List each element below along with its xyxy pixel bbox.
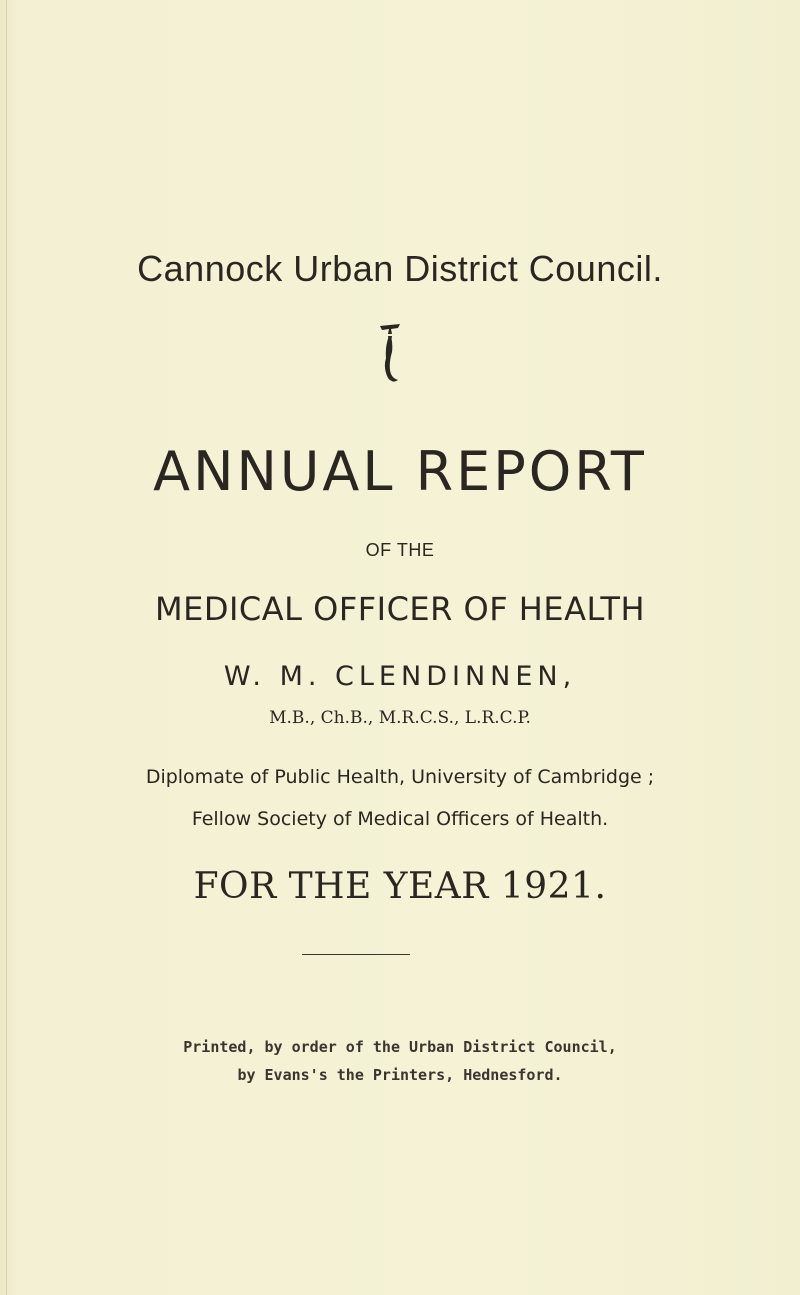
qualifications: M.B., Ch.B., M.R.C.S., L.R.C.P. bbox=[269, 708, 531, 728]
council-name: Cannock Urban District Council. bbox=[137, 248, 663, 289]
ornament-icon bbox=[377, 322, 403, 386]
report-title: ANNUAL REPORT bbox=[153, 440, 647, 503]
of-the-label: OF THE bbox=[365, 540, 435, 560]
report-year: FOR THE YEAR 1921. bbox=[193, 866, 607, 907]
divider-rule bbox=[302, 954, 410, 955]
officer-name: W. M. CLENDINNEN, bbox=[223, 661, 577, 692]
officer-title: MEDICAL OFFICER OF HEALTH bbox=[154, 590, 645, 628]
printer-line-1: Printed, by order of the Urban District Council, bbox=[183, 1038, 617, 1056]
fellowship-line: Fellow Society of Medical Officers of Health. bbox=[191, 808, 609, 830]
printer-line-2: by Evans's the Printers, Hednesford. bbox=[237, 1066, 563, 1084]
page-edge bbox=[6, 0, 7, 1295]
diploma-line: Diplomate of Public Health, University of Cambridge ; bbox=[145, 766, 655, 788]
